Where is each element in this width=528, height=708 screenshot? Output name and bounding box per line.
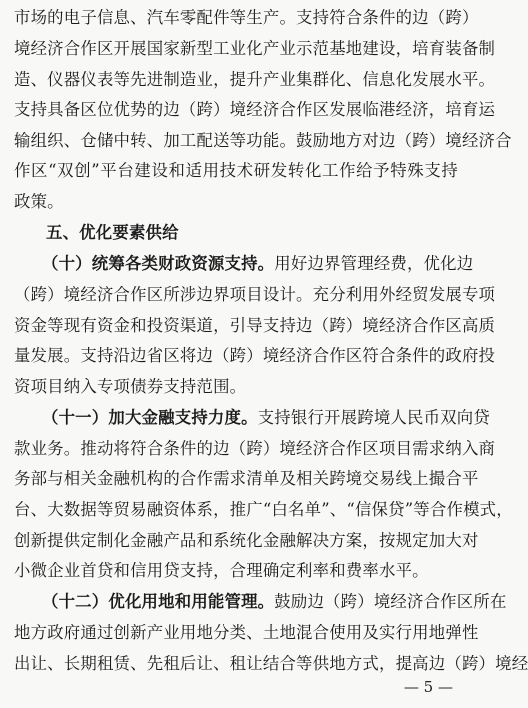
item-12-title: （十二）优化用地和用能管理。 [42,592,275,611]
text-line: 政策。 [14,192,64,211]
text-line: 作区“双创”平台建设和适用技术研发转化工作给予特殊支持 [14,161,458,180]
item-10-first-line [14,252,474,276]
item-12-first-line [14,590,507,614]
text-line: 支持具备区位优势的边（跨）境经济合作区发展临港经济，培育运 [14,100,496,119]
text-line: 小微企业首贷和信用贷支持，合理确定利率和费率水平。 [14,561,429,580]
item-11-title: （十一）加大金融支持力度。 [42,408,258,427]
text-line: 资金等现有资金和投资渠道，引导支持边（跨）境经济合作区高质 [14,316,496,335]
text-line: 境经济合作区开展国家新型工业化产业示范基地建设，培育装备制 [14,39,496,58]
item-11-text: 支持银行开展跨境人民币双向贷 [257,408,490,427]
text-line: 创新提供定制化金融产品和系统化金融解决方案，按规定加大对 [14,531,479,550]
section-heading: 五、优化要素供给 [46,223,179,242]
text-line: 台、大数据等贸易融资体系，推广“白名单”、“信保贷”等合作模式， [14,500,513,519]
text-line: 输组织、仓储中转、加工配送等功能。鼓励地方对边（跨）境经济合 [14,131,512,150]
text-line: 造、仪器仪表等先进制造业，提升产业集群化、信息化发展水平。 [14,70,496,89]
text-line: 出让、长期租赁、先租后让、租让结合等供地方式，提高边（跨）境经 [14,654,528,673]
text-line: 量发展。支持沿边省区将边（跨）境经济合作区符合条件的政府投 [14,346,496,365]
text-line: 市场的电子信息、汽车零配件等生产。支持符合条件的边（跨） [14,8,479,27]
text-line: 地方政府通过创新产业用地分类、土地混合使用及实行用地弹性 [14,623,479,642]
text-line: 务部与相关金融机构的合作需求清单及相关跨境交易线上撮合平 [14,469,479,488]
page-number: — 5 — [403,678,453,696]
item-12-text: 鼓励边（跨）境经济合作区所在 [274,592,507,611]
item-11-first-line [14,406,490,430]
text-line: 款业务。推动将符合条件的边（跨）境经济合作区项目需求纳入商 [14,439,496,458]
item-10-text: 用好边界管理经费，优化边 [274,254,474,273]
text-line: （跨）境经济合作区所涉边界项目设计。充分利用外经贸发展专项 [14,285,496,304]
item-10-title: （十）统筹各类财政资源支持。 [42,254,275,273]
text-line: 资项目纳入专项债券支持范围。 [14,377,247,396]
